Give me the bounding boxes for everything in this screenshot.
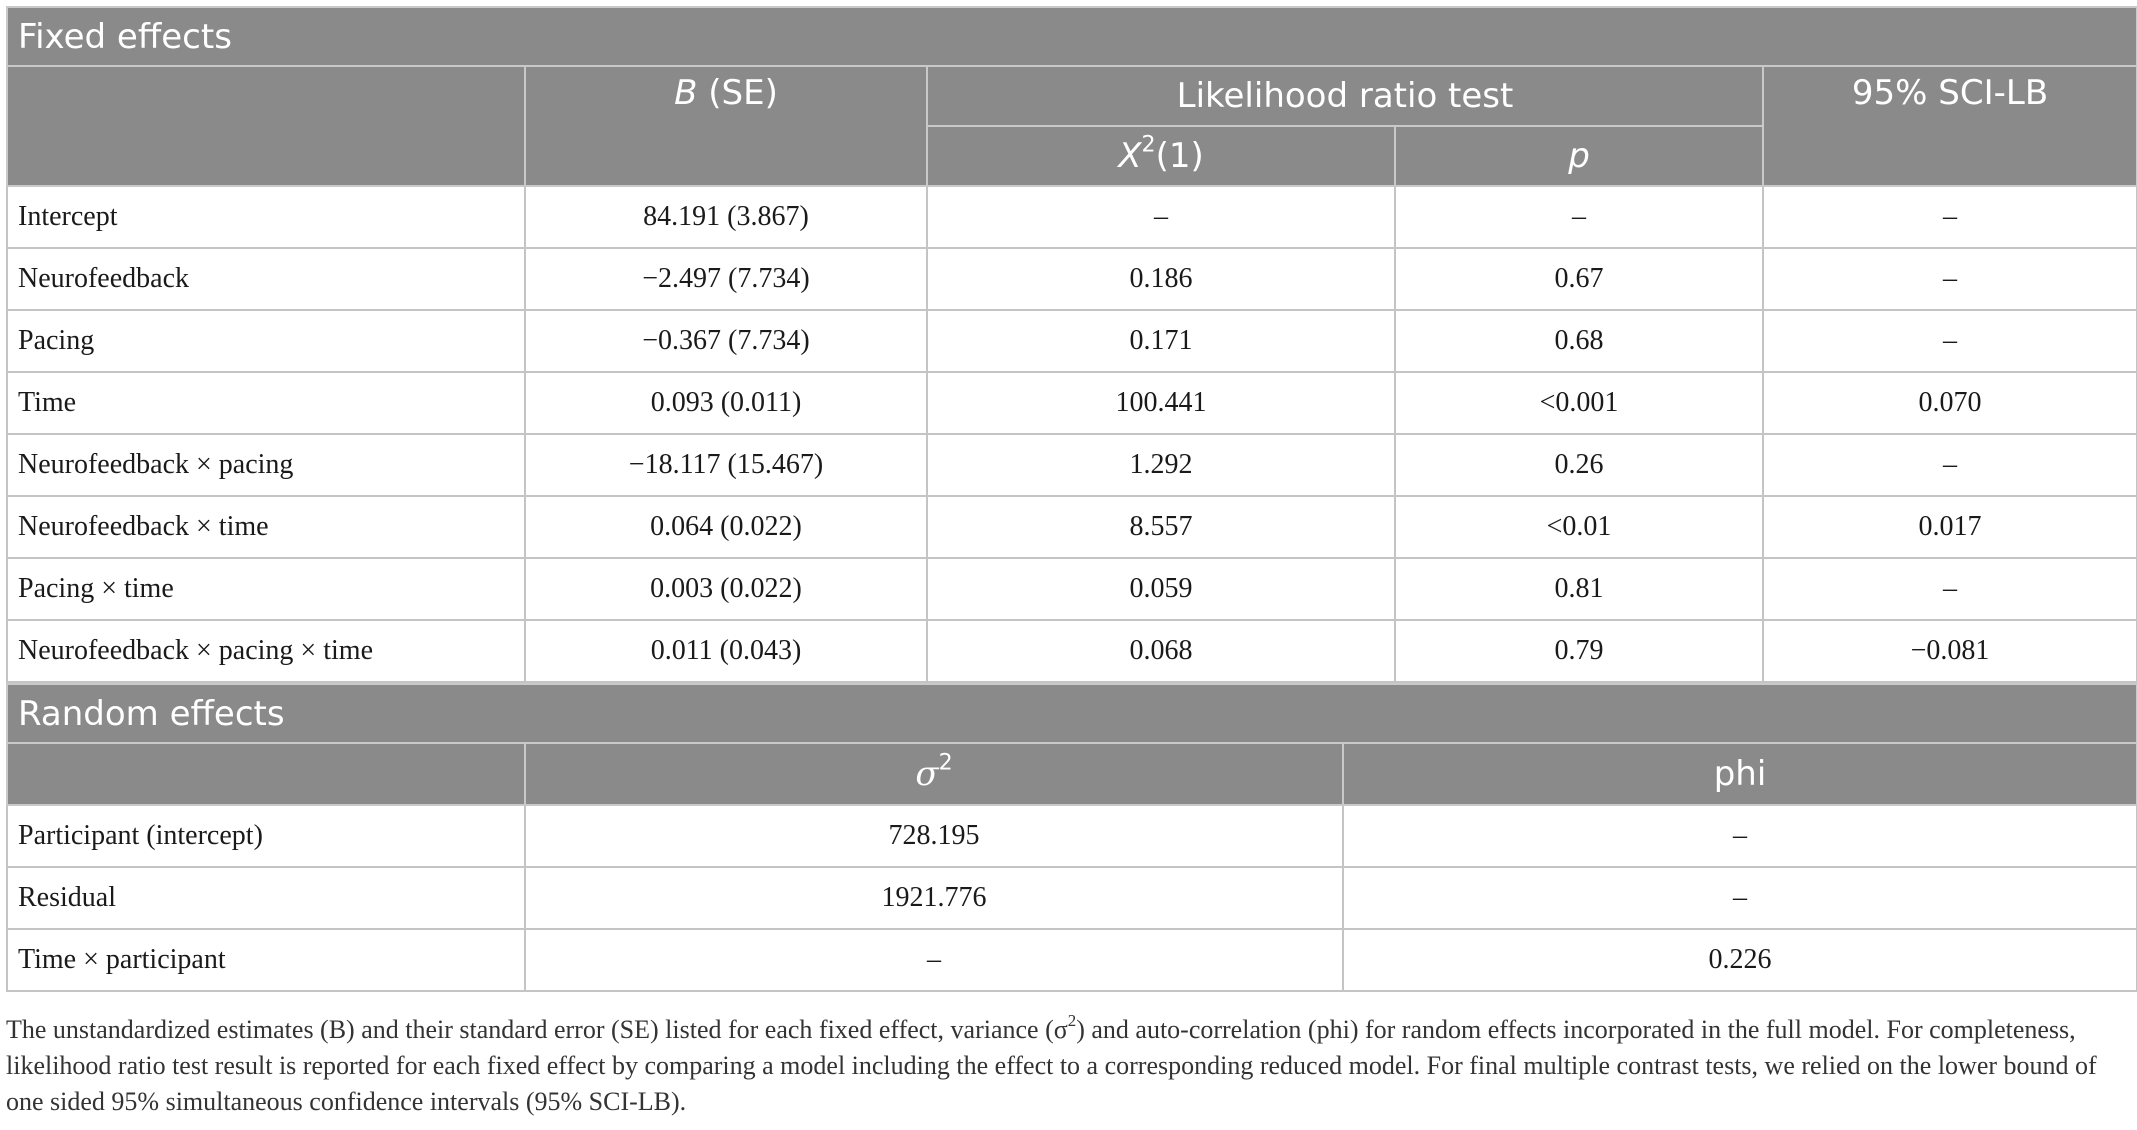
row-label-header: [7, 66, 525, 186]
p-value: <0.001: [1395, 372, 1763, 434]
sci-lb-value: –: [1763, 558, 2137, 620]
sci-lb-value: –: [1763, 434, 2137, 496]
random-effects-body: [7, 805, 2137, 991]
sci-lb-value: –: [1763, 248, 2137, 310]
b-se-value: 84.191 (3.867): [525, 186, 927, 248]
effect-name: Pacing: [7, 310, 525, 372]
random-effect-name: Participant (intercept): [7, 805, 525, 867]
random-effect-name: Residual: [7, 867, 525, 929]
sci-lb-value: –: [1763, 310, 2137, 372]
phi-value: –: [1343, 867, 2137, 929]
b-se-value: 0.064 (0.022): [525, 496, 927, 558]
chi-square-header: $X^2(1)$: [927, 126, 1395, 186]
p-value: 0.26: [1395, 434, 1763, 496]
table-row: [7, 434, 2137, 496]
p-value: 0.79: [1395, 620, 1763, 682]
table-row: [7, 186, 2137, 248]
chi-square-value: 0.171: [927, 310, 1395, 372]
table-row: [7, 372, 2137, 434]
effect-name: Intercept: [7, 186, 525, 248]
sci-lb-value: 0.070: [1763, 372, 2137, 434]
chi-square-value: 100.441: [927, 372, 1395, 434]
chi-square-value: 0.068: [927, 620, 1395, 682]
p-value: 0.67: [1395, 248, 1763, 310]
sigma-value: –: [525, 929, 1343, 991]
b-se-value: −2.497 (7.734): [525, 248, 927, 310]
phi-header: phi: [1343, 743, 2137, 805]
table-row: [7, 558, 2137, 620]
table-row: [7, 620, 2137, 682]
effect-name: Neurofeedback × pacing × time: [7, 620, 525, 682]
b-se-value: 0.093 (0.011): [525, 372, 927, 434]
chi-square-value: 0.059: [927, 558, 1395, 620]
phi-value: 0.226: [1343, 929, 2137, 991]
chi-square-value: 0.186: [927, 248, 1395, 310]
random-effect-name: Time × participant: [7, 929, 525, 991]
table-row: [7, 248, 2137, 310]
random-effects-table: [6, 683, 2137, 992]
b-se-header: B (SE): [525, 66, 927, 186]
sci-lb-value: −0.081: [1763, 620, 2137, 682]
table-row: [7, 310, 2137, 372]
random-header-row: [7, 743, 2137, 805]
chi-square-value: –: [927, 186, 1395, 248]
sigma-value: 1921.776: [525, 867, 1343, 929]
p-value: 0.68: [1395, 310, 1763, 372]
table-row: [7, 867, 2137, 929]
fixed-header-row-1: [7, 66, 2137, 126]
p-value: –: [1395, 186, 1763, 248]
sigma-value: 728.195: [525, 805, 1343, 867]
effect-name: Time: [7, 372, 525, 434]
random-label-header: [7, 743, 525, 805]
table-row: [7, 929, 2137, 991]
b-se-value: 0.011 (0.043): [525, 620, 927, 682]
p-header: p: [1395, 126, 1763, 186]
effect-name: Neurofeedback × pacing: [7, 434, 525, 496]
fixed-effects-header-row: [7, 7, 2137, 66]
effect-name: Neurofeedback × time: [7, 496, 525, 558]
chi-square-value: 1.292: [927, 434, 1395, 496]
sigma-header: $\sigma^2$: [525, 743, 1343, 805]
sci-lb-value: 0.017: [1763, 496, 2137, 558]
p-value: 0.81: [1395, 558, 1763, 620]
table-row: [7, 805, 2137, 867]
table-footnote: The unstandardized estimates (B) and their standard error (SE) listed for each fixed effect, variance $(\sigma^2)$ and auto-correlation (phi) for random effects incorporated in the full model. For completeness, likelihood ratio test result is reported for each fixed effect by comparing a model including the effect to a corresponding reduced model. For final multiple contrast tests, we relied on the lower bound of one sided 95% simultaneous confidence intervals (95% SCI-LB).: [6, 1011, 2097, 1116]
sci-header: 95% SCI-LB: [1763, 66, 2137, 186]
p-value: <0.01: [1395, 496, 1763, 558]
results-table: [6, 6, 2136, 992]
b-se-value: −18.117 (15.467): [525, 434, 927, 496]
b-se-value: 0.003 (0.022): [525, 558, 927, 620]
chi-square-value: 8.557: [927, 496, 1395, 558]
fixed-effects-table: [6, 6, 2137, 683]
phi-value: –: [1343, 805, 2137, 867]
b-se-value: −0.367 (7.734): [525, 310, 927, 372]
lrt-header: Likelihood ratio test: [927, 66, 1763, 126]
random-effects-title: Random effects: [7, 684, 2137, 743]
fixed-effects-title: Fixed effects: [7, 7, 2137, 66]
fixed-effects-body: [7, 186, 2137, 682]
sci-lb-value: –: [1763, 186, 2137, 248]
effect-name: Neurofeedback: [7, 248, 525, 310]
random-effects-header-row: [7, 684, 2137, 743]
effect-name: Pacing × time: [7, 558, 525, 620]
table-row: [7, 496, 2137, 558]
